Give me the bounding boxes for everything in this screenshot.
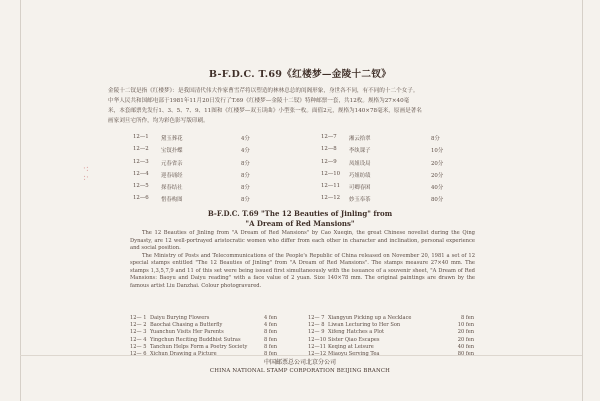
stamp-value: 8 fen [264,350,278,357]
chinese-stamp-list-left [133,134,293,208]
stamp-name: Tanchun Helps Form a Poetry Society [150,343,248,350]
stamp-value: 10分 [431,148,444,155]
list-item [321,195,465,207]
stamp-number: 12—6 [133,195,149,202]
stamp-name: Daiyu Burying Flowers [150,315,210,321]
stamp-value: 4分 [241,136,250,142]
stamp-name: 探春结社 [161,185,183,192]
stamp-number: 12—5 [133,183,149,190]
stamp-number: 12— 9 [308,329,325,336]
stamp-number: 12—10 [308,336,327,343]
list-item [308,322,476,329]
stamp-name: Liwan Lecturing to Her Son [328,322,401,329]
stamp-name: Xifeng Hatches a Plot [328,329,385,336]
stamp-number: 12—7 [321,134,337,140]
english-subtitle: "A Dream of Red Mansions" [245,219,355,228]
stamp-value: 8 fen [264,336,278,343]
stamp-name: Baochai Chasing a Butterfly [150,322,223,329]
list-item [133,159,293,171]
stamp-number: 12—11 [321,183,341,190]
list-item [130,315,302,322]
stamp-number: 12—4 [133,170,149,177]
stamp-value: 80分 [431,197,444,204]
stamp-value: 8分 [241,197,250,204]
english-description [130,230,475,290]
stamp-value: 8 fen [264,329,278,336]
stamp-value: 4分 [241,148,250,155]
list-item [321,171,465,183]
list-item [133,195,293,207]
stamp-number: 12—9 [321,158,337,165]
stamp-value: 80 fen [457,350,474,357]
stamp-name: 惜春构图 [161,197,183,204]
list-item [130,344,302,351]
stamp-number: 12—12 [321,195,341,202]
stamp-number: 12— 6 [130,350,147,357]
stamp-number: 12—8 [321,146,337,153]
stamp-value: 20 fen [457,336,474,343]
stamp-value: 20分 [431,172,444,179]
stamp-name: 宝钗扑蝶 [161,148,183,155]
english-paragraph-2: The Ministry of Posts and Telecommunications of the People's Republic of China released on November 20, 1981 a set of 12 special stamps entitled "The 12 Beauties of Jinling" from "A Dream of Red Mansions". The stamps measure 27×40 mm. The stamps 1,3,5,7,9 and 11 of this set were being issued first simultaneously with the issuance of a souvenir sheet, "A Dream of Red Mansions: Baoyu and Daiyu reading" with a face value of 2 yuan. Size 140×78 mm. The original paintings are drawn by the famous artist Liu Danzhai. Colour photogravured. [130,252,475,289]
chinese-paragraph-line-3: 米，本套邮票先发行1、3、5、7、9、11图和《红楼梦—双玉读曲》小型张一枚。面值2元，规格为140×78毫米，原画是著名 [108,108,422,114]
list-item [321,183,465,195]
list-item [133,134,293,146]
stamp-name: Keqing at Leisure [328,343,374,350]
stamp-number: 12— 4 [130,336,147,343]
list-item [321,146,465,158]
list-item [308,315,476,322]
stamp-name: 迎春诵经 [161,172,183,179]
stamp-name: Xichun Drawing a Picture [150,350,217,357]
english-title: B-F.D.C. T.69 "The 12 Beauties of Jinling" from [207,209,393,218]
envelope-right-edge [525,0,583,401]
envelope-left-edge [20,0,79,401]
english-paragraph-1: The 12 Beauties of Jinling from "A Dream of Red Mansions" by Cao Xueqin, the great Chinese novelist during the Qing Dynasty, are 12 well-portrayed aristocratic women who differ from each other in character and inclination, personal experience and social position. [130,230,475,251]
list-item [133,146,293,158]
chinese-title: B-F.D.C. T.69《红楼梦—金陵十二钗》 [208,69,392,80]
stamp-number: 12— 8 [308,322,325,329]
stamp-number: 12—3 [133,158,149,165]
stamp-number: 12—11 [308,343,327,350]
list-item [308,344,476,351]
list-item [321,159,465,171]
list-item [130,329,302,336]
stamp-name: 凤姐设局 [349,160,371,167]
stamp-value: 40分 [431,185,444,192]
list-item [308,329,476,336]
stamp-value: 4 fen [264,322,278,329]
stamp-number: 12—10 [321,170,341,177]
chinese-stamp-list-right [321,134,465,208]
stamp-value: 8分 [241,185,250,192]
stamp-value: 40 fen [457,343,474,350]
stamp-name: 湘云拾翠 [349,136,371,142]
list-item [308,337,476,344]
english-stamp-list-left [130,315,302,358]
stamp-name: 元春省亲 [161,160,183,167]
stamp-name: 巧姐纺绩 [349,172,371,179]
stamp-name: Xiangyun Picking up a Necklace [328,315,412,321]
stamp-name: 李纨课子 [349,148,371,155]
stamp-name: Sister Qiao Escapes [328,336,380,343]
chinese-paragraph-line-1: 金陵十二钗是指《红楼梦》：是我国清代伟大作家曹雪芹将以塑造的林林总总的闺阁形象，身世各不同，有不同的十二个女子。 [108,88,419,94]
stamp-value: 20分 [431,160,444,167]
stamp-value: 4 fen [264,315,278,321]
publisher-name-chinese: 中国邮票总公司北京分公司 [263,359,336,366]
stamp-number: 12— 2 [130,322,147,329]
stamp-value: 8 fen [460,315,474,321]
list-item [133,171,293,183]
stamp-name: 黛玉葬花 [161,136,183,142]
stamp-value: 20 fen [457,329,474,336]
publisher-name-english: CHINA NATIONAL STAMP CORPORATION BEIJING BRANCH [209,368,391,374]
chinese-paragraph-line-4: 画家刘旦宅所作，均为彩色影写版印刷。 [108,118,209,124]
list-item [130,322,302,329]
stamp-value: 8分 [431,136,440,142]
stamp-name: Miaoyu Serving Tea [328,350,380,357]
chinese-paragraph-line-2: 中华人民共和国邮电部于1981年11月20日发行了T.69《红楼梦—金陵十二钗》特种邮票一套，共12枚。规格为27×40毫 [108,98,410,104]
stamp-value: 8分 [241,160,250,167]
stamp-number: 12— 7 [308,315,325,321]
stamp-number: 12— 3 [130,329,147,336]
stamp-number: 12—12 [308,350,327,357]
list-item [321,134,465,146]
stamp-number: 12— 5 [130,343,147,350]
stamp-number: 12— 1 [130,315,147,321]
list-item [130,337,302,344]
stamp-number: 12—2 [133,146,149,153]
stamp-value: 10 fen [457,322,474,329]
stamp-number: 12—1 [133,134,149,140]
stamp-name: 可卿春困 [349,185,371,192]
english-stamp-list-right [308,315,476,358]
stamp-value: 8分 [241,172,250,179]
stamp-name: Yuanchun Visits Her Parents [150,329,224,336]
stamp-name: Yingchun Reciting Buddhist Sutras [150,336,241,343]
stamp-name: 妙玉奉茶 [349,197,371,204]
list-item [133,183,293,195]
ink-stain-mark: ·: :· [83,164,89,183]
stamp-value: 8 fen [264,343,278,350]
